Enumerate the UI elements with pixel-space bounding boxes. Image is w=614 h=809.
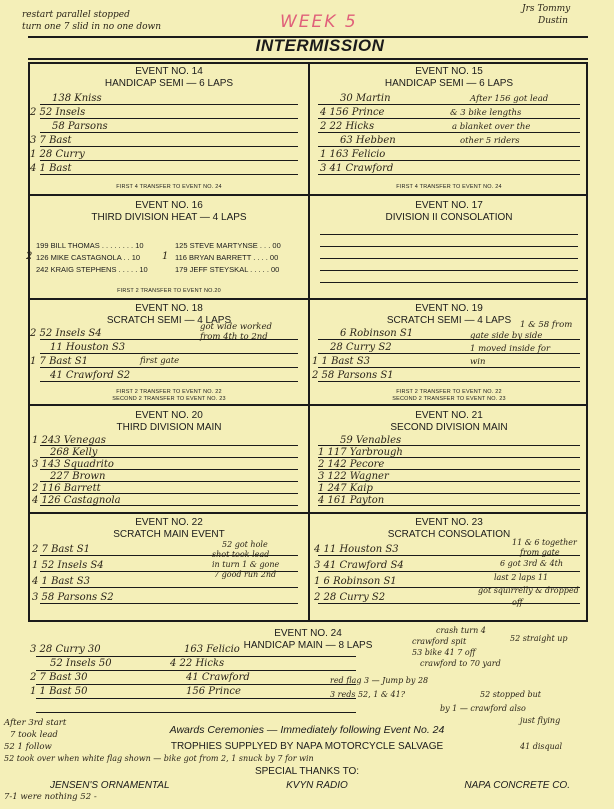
write-line [320,270,578,271]
write-line [320,234,578,235]
event-number: EVENT NO. 19 [415,303,483,314]
event-title: HANDICAP SEMI — 6 LAPS [104,78,234,89]
race-note: 6 got 3rd & 4th [500,559,564,568]
race-note: crash turn 4 [436,626,486,635]
write-line [40,587,298,588]
race-note: last 2 laps 11 [494,573,549,582]
write-line [36,698,356,699]
event-footer: FIRST 4 TRANSFER TO EVENT NO. 24 [116,184,222,190]
rider-row-right: 179 JEFF STEYSKAL . . . . . 00 [175,265,280,274]
rider-entry: 1 247 Kaip [318,483,373,494]
event-title: SCRATCH SEMI — 4 LAPS [386,315,512,326]
event-15-header [310,66,588,90]
write-line [40,174,298,175]
rider-entry: 1 1 Bast S3 [312,356,370,367]
race-note: in turn 1 & gone [212,560,280,569]
event-footer-2: SECOND 2 TRANSFER TO EVENT NO. 23 [392,396,506,402]
grid-row-divider-4 [28,512,588,514]
sponsor-name: NAPA CONCRETE CO. [464,780,570,791]
week-label: WEEK 5 [280,12,358,32]
rider-entry: 3 143 Squadrito [32,459,114,470]
write-line [318,174,580,175]
note-top-left-1: restart parallel stopped [22,10,130,20]
event-24-header [28,628,588,652]
write-line [40,118,298,119]
event-number: EVENT NO. 14 [135,66,203,77]
rider-entry: 1 6 Robinson S1 [314,576,397,587]
write-line [320,246,578,247]
rider-entry: 2 28 Curry S2 [314,592,386,603]
event-footer: FIRST 4 TRANSFER TO EVENT NO. 24 [396,184,502,190]
grid-row-divider-1 [28,194,588,196]
trophies-line: TROPHIES SUPPLYED BY NAPA MOTORCYCLE SALVAGE [170,741,444,752]
page-title: INTERMISSION [255,36,385,55]
rider-entry: 4 126 Castagnola [32,495,121,506]
event-title: DIVISION II CONSOLATION [385,212,513,223]
rider-entry: 41 Crawford [186,672,250,683]
event-title: SCRATCH SEMI — 4 LAPS [106,315,232,326]
rider-entry: 52 Insels 50 [50,658,112,669]
note-top-left-2: turn one 7 slid in no one down [22,22,162,32]
rider-entry: 4 22 Hicks [170,658,225,669]
event-number: EVENT NO. 17 [415,200,483,211]
rider-entry: 1 28 Curry [30,149,85,160]
event-footer: FIRST 2 TRANSFER TO EVENT NO.20 [117,288,221,294]
event-21-header [310,410,588,434]
write-line [318,381,580,382]
rider-entry: 4 11 Houston S3 [314,544,399,555]
race-note: 52 got hole [222,540,268,549]
rider-entry: 268 Kelly [50,447,98,458]
race-note: first gate [140,356,180,366]
rider-entry: 3 28 Curry 30 [30,644,101,655]
race-note: 41 disqual [520,742,563,751]
rider-entry: 3 41 Crawford [320,163,394,174]
rider-entry: 3 58 Parsons S2 [32,592,114,603]
race-note: 52 straight up [510,634,568,643]
rider-entry: 1 243 Venegas [32,435,106,446]
rider-entry: 1 117 Yarbrough [318,447,403,458]
event-number: EVENT NO. 23 [415,517,483,528]
race-note: crawford spit [412,637,467,646]
race-note: a blanket over the [452,122,531,132]
rider-entry: 2 7 Bast S1 [32,544,90,555]
write-line [40,160,298,161]
rider-entry: 138 Kniss [52,93,102,104]
race-note: 53 bike 41 7 off [412,648,476,657]
event-title: HANDICAP SEMI — 6 LAPS [384,78,514,89]
event-number: EVENT NO. 20 [135,410,203,421]
write-line [320,282,578,283]
rider-row-left: 199 BILL THOMAS . . . . . . . . 10 [36,241,144,250]
write-line [40,146,298,147]
place-mark: 1 [162,251,169,262]
event-footer-2: SECOND 2 TRANSFER TO EVENT NO. 23 [112,396,226,402]
event-title: SCRATCH MAIN EVENT [113,529,225,540]
sponsor-name: JENSEN'S ORNAMENTAL [50,780,170,791]
bottom-note: 52 took over when white flag shown — bike got from 2, 1 snuck by 7 for win [4,754,314,763]
write-line [318,571,580,572]
write-line [320,258,578,259]
rider-entry: 2 58 Parsons S1 [312,370,394,381]
note-top-right-2: Dustin [538,16,568,26]
race-note: crawford to 70 yard [420,659,501,668]
rider-entry: 2 52 Insels [30,107,86,118]
race-note: from gate [520,548,560,557]
event-number: EVENT NO. 16 [135,200,203,211]
race-note: got squirrelly & dropped [478,586,579,595]
event-title: SECOND DIVISION MAIN [390,422,508,433]
rider-entry: 156 Prince [186,686,241,697]
event-16-header [30,200,308,224]
event-number: EVENT NO. 21 [415,410,483,421]
rider-entry: 4 1 Bast [30,163,72,174]
awards-line: Awards Ceremonies — Immediately following Event No. 24 [169,724,445,736]
rider-entry: 3 7 Bast [30,135,72,146]
write-line [36,656,356,657]
write-line [318,146,580,147]
write-line [36,712,356,713]
race-note: from 4th to 2nd [200,332,268,342]
event-number: EVENT NO. 22 [135,517,203,528]
write-line [40,381,298,382]
event-14-header [30,66,308,90]
bottom-note: 7 took lead [10,730,58,740]
thanks-line: SPECIAL THANKS TO: [254,766,360,777]
bottom-note: 52 1 follow [4,742,52,752]
write-line [318,603,580,604]
write-line [318,132,580,133]
rider-entry: 6 Robinson S1 [340,328,414,339]
race-note: 3 reds 52, 1 & 41? [330,690,405,699]
rider-entry: 3 41 Crawford S4 [314,560,404,571]
event-title: THIRD DIVISION MAIN [116,422,222,433]
rider-entry: 2 22 Hicks [320,121,375,132]
note-top-right-1: Jrs Tommy [522,4,571,14]
event-number: EVENT NO. 18 [135,303,203,314]
rider-entry: 41 Crawford S2 [50,370,131,381]
race-note: off [512,598,523,607]
rider-entry: 1 52 Insels S4 [32,560,104,571]
bottom-note: 7-1 were nothing 52 - [4,792,97,802]
write-line [40,353,298,354]
rider-entry: 2 7 Bast 30 [30,672,88,683]
race-note: 11 & 6 together [512,538,577,547]
rider-row-right: 125 STEVE MARTYNSE . . . 00 [175,241,281,250]
rider-entry: 4 161 Payton [318,495,385,506]
write-line [40,603,298,604]
race-note: & 3 bike lengths [450,108,522,118]
rider-entry: 2 142 Pecore [318,459,385,470]
write-line [318,367,580,368]
race-note: 1 moved inside for [470,344,551,354]
rider-entry: 30 Martin [340,93,391,104]
write-line [36,670,356,671]
rider-row-left: 126 MIKE CASTAGNOLA . . 10 [36,253,141,262]
race-note: other 5 riders [460,136,520,146]
event-title: THIRD DIVISION HEAT — 4 LAPS [91,212,247,223]
place-mark: 2 [26,251,33,262]
event-footer: FIRST 2 TRANSFER TO EVENT NO. 22 [116,389,222,395]
rider-entry: 2 116 Barrett [32,483,101,494]
write-line [318,104,580,105]
event-number: EVENT NO. 15 [415,66,483,77]
bottom-note: After 3rd start [4,718,67,728]
race-note: After 156 got lead [470,94,549,104]
race-note: 7 good run 2nd [214,570,277,579]
rider-entry: 1 163 Felicio [320,149,386,160]
event-17-header [310,200,588,224]
rider-entry: 63 Hebben [340,135,396,146]
write-line [36,684,356,685]
sponsor-row [50,780,570,791]
race-note: got wide worked [200,322,272,332]
rider-entry: 163 Felicio [184,644,240,655]
rider-entry: 227 Brown [50,471,106,482]
grid-row-divider-3 [28,404,588,406]
event-title: HANDICAP MAIN — 8 LAPS [243,640,373,651]
event-number: EVENT NO. 24 [274,628,342,639]
rider-entry: 1 7 Bast S1 [30,356,88,367]
rider-entry: 58 Parsons [52,121,108,132]
race-note: 52 stopped but [480,690,541,699]
rider-entry: 4 1 Bast S3 [32,576,90,587]
rider-entry: 11 Houston S3 [50,342,126,353]
race-note: gate side by side [470,331,543,341]
rider-entry: 2 52 Insels S4 [30,328,102,339]
event-22-header [30,517,308,541]
race-note: by 1 — crawford also [440,704,526,713]
race-note: shot took lead [212,550,270,559]
race-note: just flying [520,716,561,725]
rider-row-right: 116 BRYAN BARRETT . . . . 00 [175,253,279,262]
rider-entry: 59 Venables [340,435,402,446]
race-note: red flag 3 — Jump by 28 [330,676,429,685]
write-line [318,118,580,119]
write-line [40,367,298,368]
race-note: 1 & 58 from [520,320,573,330]
sponsor-name: KVYN RADIO [286,780,348,791]
rider-entry: 28 Curry S2 [330,342,392,353]
event-title: SCRATCH CONSOLATION [387,529,511,540]
grid-row-divider-2 [28,298,588,300]
rider-entry: 1 1 Bast 50 [30,686,88,697]
event-footer: FIRST 2 TRANSFER TO EVENT NO. 22 [396,389,502,395]
write-line [40,104,298,105]
write-line [40,132,298,133]
rider-entry: 3 122 Wagner [318,471,389,482]
write-line [318,160,580,161]
event-20-header [30,410,308,434]
title-rule-bottom [28,58,588,60]
rider-row-left: 242 KRAIG STEPHENS . . . . . 10 [36,265,148,274]
rider-entry: 4 156 Prince [320,107,385,118]
race-note: win [470,357,486,367]
